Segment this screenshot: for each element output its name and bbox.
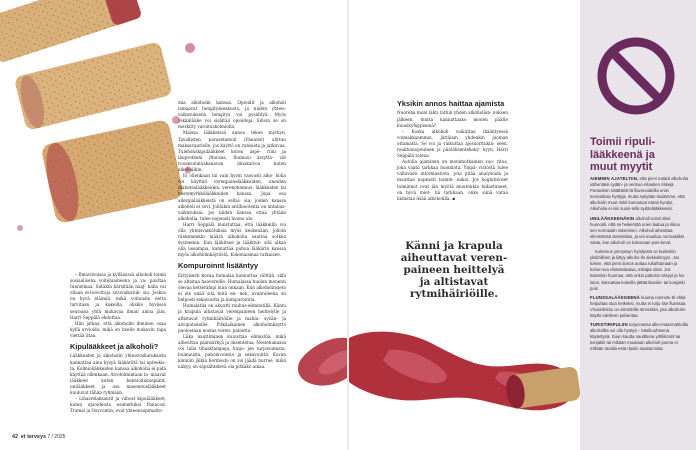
text-line: kanssa. Jopa osa allergialääkkeistä on sellai- [178, 191, 286, 203]
text-line: alkoholilla. [427, 195, 451, 201]
quote-line: aiheuttavat veren- [400, 252, 508, 264]
text-line: jen turposumista, huimausta, pahoinvointia ja [178, 345, 286, 358]
no-sign-icon [596, 36, 676, 116]
text-line: nopeasti huono olo. [211, 215, 254, 221]
text-line: ristöstä tulee valtavasti informaatiota, jota [397, 165, 508, 177]
item-text: kuuma rommito-tti ehkä helpottaa oloa hetkeksi, mutta ei torju itse flunssaa. Virusinfektio on elimistölle stressitila, jota alkoholin-käyttö edelleen pahentaa. [590, 294, 687, 318]
text-line: Tramal ja Oxycontin, ovat yhteensopimatto- [70, 408, 163, 414]
text-line: ritus, joka vaatii tarkkaa huomiota. Ympä- [397, 159, 508, 171]
text-line: Tavallisten parasetamoli (Panadol) alittuu [178, 136, 286, 142]
text-line: tiä tarkkaan, onko siinä varaa hidastaa lisää [397, 189, 508, 201]
article-column-1 [70, 272, 166, 414]
text-line: ottamatta. Se voi ja vaikuttaa ajosuoritukin- [397, 140, 495, 146]
text-line: sillä se altistaa haavereille. Humalassa huolen [178, 272, 286, 284]
magazine-name: et terveys [20, 434, 46, 440]
paragraph [397, 159, 508, 202]
text-line: Ei ollenkaan tai vain hyvin vaovasti alko- [183, 173, 274, 179]
paragraph [178, 334, 286, 371]
quote-line: paineen heittelyä [403, 264, 505, 276]
issue-number: 7 / 2025 [47, 434, 66, 440]
wine-stain-photo-left [290, 328, 347, 398]
quote-line: Känni ja krapula [405, 240, 503, 252]
text-line: Nuorena moni lähti tattiin yhden alkoholian- [397, 110, 492, 116]
item-label: UNILÄÄKKEENÄKIN [590, 215, 635, 221]
sidebar-title [590, 136, 690, 174]
text-line: jolloin ränkimenkin määrä alkoholia saattaa [178, 227, 286, 240]
text-line: Harri Seppälä ehdottaa. [70, 314, 122, 320]
item-label: FLUNSSALÄÄKKEENÄ [590, 294, 640, 300]
item-text: että pieni määrä alkoholia vähentäisi sydän- ja verisuo-nitautien riskejä. Punaviinin sisältämil-lä flavonoideilla oniin teoreettisia hyötyjä, mutta nykyään tiedämme, että alkoholin muut riskit kumoavat nämä hyödyt. Alkoholia ei siis suosi-tella sydänlääkkeeksi. [590, 176, 688, 212]
text-line: Humalatila on akuutti rauhus-eliminitillä. [183, 303, 272, 309]
text-line: kyyn, Harri Seppälä toteaa. [397, 146, 508, 159]
text-line: ta. Kolmioliäkkeiden kanssa alkoholia ei [70, 365, 156, 371]
text-line: monenti olevaa ketterämpi kuin onkaan. [178, 278, 286, 291]
text-line: Kun alkoholinsieto ei ole enää sitä mitä en- [178, 285, 286, 297]
sidebar-item [590, 295, 688, 319]
text-line: antibiooteilla on antabus-vaikutuksia: jos [178, 203, 286, 215]
left-page [0, 0, 347, 450]
wine-stain-photo [349, 320, 580, 430]
text-line: Liika nauttiminen kuivattaa elimistöä, [183, 333, 272, 339]
text-line: Nestehukassa voi tulla tihasktampeja, huijo- [178, 339, 286, 351]
text-line: seen, reaktionopeuteen ja päätöksentekoky- [397, 140, 508, 152]
paragraph [397, 110, 508, 128]
text-line: Erityisesti kovaa humalaa kannattaa välttää, [178, 272, 276, 278]
text-line: maavat lääkkeet kuten bentsodiatsepiinit, [70, 371, 166, 383]
text-line: päätle kuusikymppisenä? [397, 116, 508, 128]
text-line: kyllä arvioida, mikä on itselle mukavin tapa [70, 326, 166, 332]
paragraph [178, 173, 286, 222]
paragraph [70, 396, 166, 414]
text-line: noksen jälkeen, mutta kannattaako monen [397, 110, 508, 122]
text-line: kuten opioideista esimerkiksi Panacod, [70, 402, 166, 408]
sidebar-item [590, 322, 688, 352]
text-line: holia voi käyttää verenpainelääkkeiden, [178, 173, 286, 185]
text-line: toimii sosiaalisena voiteluaineena ja va- [70, 272, 166, 284]
text-line: kannattaa aina kysyä lääkäriltä tai apteekis- [70, 359, 166, 365]
text-line: pauttaa tunnelmaa. Siitäkin kärsitään naaƒ- [70, 278, 166, 290]
text-line: viettää iltaa. [70, 332, 97, 338]
item-label: AIEMMIN AJATELTIIN, [590, 176, 639, 181]
text-line: – Lihasrelaksantit ja vahvat kipulääkkeet, [75, 396, 166, 402]
text-line: kuuluvat tähän ryhmään. [70, 390, 124, 395]
paragraph [178, 303, 286, 333]
text-line: seurassa yhtä mukavaa ilman ainoa jäin, [70, 308, 166, 314]
paragraph [178, 130, 286, 173]
text-line: voimakkaammin, jättäisin yhdenkin juoman [397, 134, 508, 140]
text-line: vaikutuksena hengitys voi pysähtyä. Myös [178, 112, 286, 118]
text-line: Lääkkeiden ja alkoholin yhteisvaikutuksista [70, 353, 166, 359]
item-text: Kokemus yömyssyn hyödyistä on kuitenkin yksilöllinen ja liittyy alkoho-lin siekkolimyyn. Jos kokee, että pieni annos auttaa rukahtamaan ja kohen-tua elämänlaatua, mikäpä siinä. Jos kuitenkin huomaa, että onkin pakosin väsyyt ja ha-luton, kannattaa kokeilla jättää iltaviini- tai konjakki pois. [590, 249, 685, 291]
article-column-3 [397, 100, 508, 202]
text-line: voi olla yhteisvaikutuksia myös keskenään, [178, 221, 286, 233]
text-line: myötä muutenkin hidastuneet, on hyvä miet- [397, 183, 508, 195]
paragraph [178, 100, 286, 130]
text-line: naksi. Jos kognitiiviset toiminnot ovat iän [397, 177, 508, 189]
text-line: sotkea systeemin. Kun lääkitsee ja lääkityk- [178, 234, 286, 246]
text-line: Harri Seppälä muistuttaa, että lääkkeillä [183, 221, 277, 227]
text-line: nen, avuntuleena on helposti sekavuutta ja [178, 291, 286, 303]
text-line: riini ja ibuprofeeni (Burana, Ibumax) ärsyttä- [178, 148, 286, 160]
text-line: alkoholikin. [178, 167, 203, 173]
sidebar-item [590, 216, 688, 246]
text-line: voi jäädä hurree, mikä näkyy, on säpsähtelevä [178, 358, 287, 370]
text-line: lamaavat hengityskeskusta, ja niiden yhteis- [178, 106, 286, 112]
text-line: – Ilmaviivoissa ja kylläisissä alkoholi [75, 272, 153, 277]
text-line: painetta. [232, 327, 252, 333]
paragraph [397, 129, 508, 159]
end-mark: ▪ [452, 195, 456, 201]
paragraph [70, 272, 166, 321]
text-line: ola pitkäkö aikaa. [227, 364, 266, 370]
title-line: lääkkeenä ja [590, 148, 655, 161]
text-line: Maissa lääkkeissä annoa tekee myrkyn. [183, 130, 286, 136]
text-line: syöän- ja aivoputoksille. Pitkäaikainen [178, 315, 286, 327]
text-line: pidä käyttää ollenkaan. Aivotoimintaan la- [70, 365, 166, 377]
section-heading: Yksikin annos haittaa ajamista [397, 99, 505, 108]
text-line: – Koska alkoholi vaikuttaa ikääntyessä [402, 128, 508, 134]
text-line: Hän jatkaa, että alkoholin ihminen osaa [75, 320, 166, 326]
text-line: alkoholinkäyttö puolestaan nostaa veren- [178, 321, 286, 333]
text-line: kompurointia. [225, 297, 256, 303]
text-line: netta tarvitaan ja kokeilla, olisiko hyvässä [70, 296, 166, 308]
paragraph [70, 353, 166, 396]
text-line: yskänlääke voi sisältää opioideja. Silloin se on [178, 118, 286, 124]
item-text: alkoholi toimii siksi huonosti, että se heikentää unen laatua ja riikoo sen normaalin rakenteen. Alkoholi aiheuttaa elimistössä stressitilan, ja uni muuttuu normaaliksi vasta, kun alkoholi on kokonaan pois-tunut. [590, 215, 685, 245]
text-line: halla vai ollaan ei-toivottuja sivuvaikutuk- [70, 284, 166, 296]
text-line: sekavuutta. Kovan känniin jälkiä hermosto on [178, 352, 286, 364]
item-label: TURISTIRIPULIIN [590, 322, 628, 328]
text-line: sia. Joskus on hyvä eläimiä, mikä voitaisiin [70, 290, 166, 302]
text-line: sitä alkaa olla useampia, kannattaa puhua [178, 240, 286, 252]
text-line: lääkärin kanssa myös alkoholinkäytöstä. [178, 246, 286, 258]
quote-line: rytmihäiriöille. [410, 288, 498, 300]
text-line: maksavauriolle, jos käyttö on runsasta ja [178, 142, 266, 148]
text-line: unilääkkeet ja osa masennuslääkkeet [70, 383, 166, 389]
paragraph [178, 222, 286, 259]
text-line: Känni ja krapula altistavat verenpaineen [178, 303, 286, 315]
sidebar-item [590, 249, 688, 292]
text-line: pitää analysoida ja muuttaa nopeasti toimin- [397, 171, 509, 183]
text-line: heittelylle ja altistavat rytmihäiriöille ja mahla- [178, 309, 286, 321]
text-line: Autolla ajaminen on monimutkainen suo- [402, 159, 495, 165]
text-line: mia alkoholin kanssa. Opioidit ja alkoholi [178, 100, 286, 105]
item-text: torjunnassa alko-maarmahtoilla alkoholilla voi olla hyötyä – käsihuuhteena käytettynä. Suun kautta nauttituna yrttiliköörit tai konjakki tai mikään muukaan alkoholi-juoma ei millään tavalla estä ripulin saastumista. [590, 322, 688, 352]
quote-line: ja altistavat [419, 276, 489, 288]
pull-quote [397, 240, 511, 300]
paragraph [70, 321, 166, 339]
text-line: uneiden diabeteslääkkeiden, verenohennus- [178, 179, 286, 191]
title-line: muut myytit [590, 161, 653, 173]
title-line: Toimii ripuli- [590, 136, 656, 148]
wine-corks-photo [0, 0, 200, 248]
footer-left [12, 434, 65, 440]
text-line: mikä aiheuttaa päänsärkyä ja oksentelua. [178, 333, 286, 345]
text-line: merkitty varoituskolmiolla. [178, 124, 236, 130]
text-line: Kokonaismaa ratkaisee. [230, 252, 282, 258]
section-heading: Kompuroinnt lisääntyy [178, 261, 259, 271]
article-column-2 [178, 100, 286, 370]
text-line: jatkuvaa. Tulehduskipulääkkeet kuten aspe- [178, 142, 286, 154]
text-line: vät ruoansulatuskanavan limakalvoa kuten [178, 154, 286, 166]
text-line: lääkkeiden tai nestemyrkkölääkkeiden [178, 185, 286, 197]
sidebar-body [590, 176, 688, 356]
text-line: niiden kanssa ottaa yhtään alkoholia, tulee [178, 209, 286, 221]
text-line: sia, joiden kanssa alkoholi ei sovi. Joillakin [178, 197, 286, 209]
sidebar-item [590, 176, 688, 213]
page-number: 42 [12, 434, 18, 440]
section-heading: Kipulääkkeet ja alkoholi? [70, 342, 159, 352]
paragraph [178, 273, 286, 303]
